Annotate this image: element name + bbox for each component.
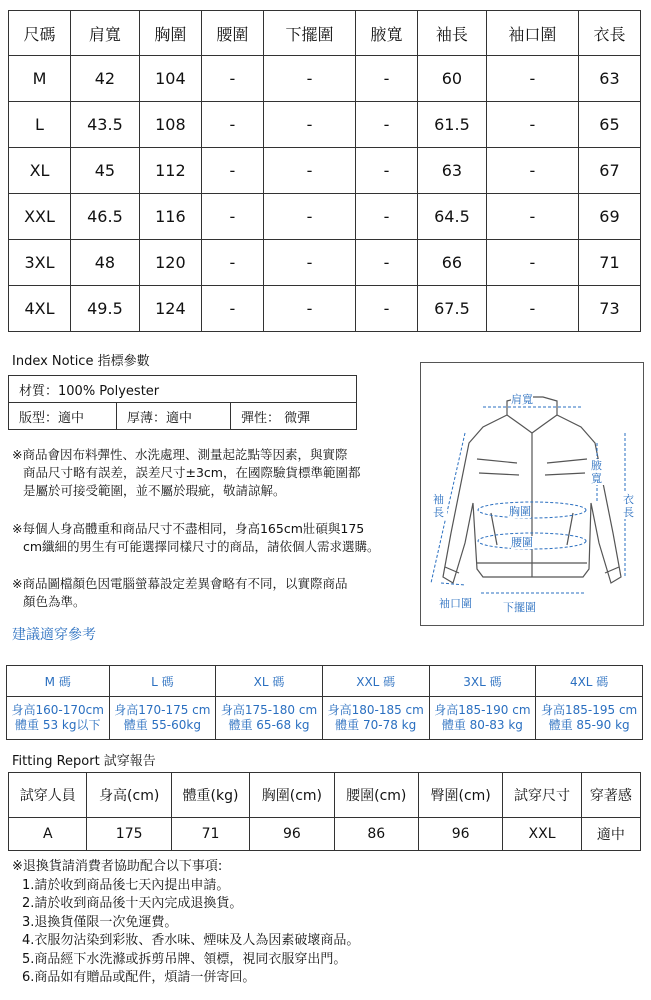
size-cell: 66 (418, 240, 487, 286)
size-cell: - (201, 286, 263, 332)
size-cell: - (486, 102, 578, 148)
suggest-weight: 體重 53 kg以下 (15, 718, 101, 732)
note-line: ※商品圖檔顏色因電腦螢幕設定差異會略有不同，以實際商品 (12, 576, 348, 591)
size-cell: - (356, 240, 418, 286)
size-cell: 120 (139, 240, 201, 286)
size-cell: - (201, 102, 263, 148)
table-row (9, 194, 641, 240)
length-label: 衣長 (623, 493, 637, 519)
suggest-size-cell: L 碼 (109, 666, 216, 697)
size-cell: - (263, 286, 355, 332)
note-line: 商品尺寸略有誤差，誤差尺寸±3cm，在國際驗貨標準範圍都 (23, 465, 361, 480)
material-cell: 材質：100% Polyester (9, 376, 357, 403)
suggest-size-cell: 4XL 碼 (536, 666, 643, 697)
size-cell: L (9, 102, 71, 148)
fitting-data-row (9, 818, 641, 851)
table-row (9, 286, 641, 332)
size-cell: 116 (139, 194, 201, 240)
size-cell: - (356, 102, 418, 148)
size-cell: XXL (9, 194, 71, 240)
suggest-size-row (7, 666, 643, 697)
size-cell: - (486, 194, 578, 240)
chest-label: 胸圍 (509, 505, 531, 518)
size-cell: 67 (578, 148, 640, 194)
fitting-data-cell: 175 (87, 818, 171, 851)
note-line: ※每個人身高體重和商品尺寸不盡相同，身高165cm壯碩與175 (12, 521, 365, 536)
table-row (9, 240, 641, 286)
size-cell: 65 (578, 102, 640, 148)
suggest-table (6, 665, 643, 740)
return-policy-item: 4.衣服勿沾染到彩妝、香水味、煙味及人為因素破壞商品。 (22, 933, 360, 948)
size-cell: - (263, 148, 355, 194)
header-cell: 腰圍 (201, 11, 263, 56)
suggest-weight: 體重 80-83 kg (441, 718, 523, 732)
suggest-size-cell: XXL 碼 (322, 666, 429, 697)
size-cell: - (356, 194, 418, 240)
size-cell: - (263, 102, 355, 148)
size-cell: 73 (578, 286, 640, 332)
fitting-data-cell: A (9, 818, 87, 851)
size-cell: 42 (71, 56, 140, 102)
size-cell: - (201, 148, 263, 194)
header-cell: 肩寬 (71, 11, 140, 56)
size-cell: 104 (139, 56, 201, 102)
header-cell: 下擺圍 (263, 11, 355, 56)
suggest-height: 身高175-180 cm (220, 703, 318, 717)
suggest-weight: 體重 85-90 kg (548, 718, 630, 732)
return-policy-item: 1.請於收到商品後七天內提出申請。 (22, 877, 230, 893)
size-cell: 67.5 (418, 286, 487, 332)
return-policy-item: 2.請於收到商品後十天內完成退換貨。 (22, 896, 243, 911)
armpit-label: 腋寬 (591, 459, 605, 485)
size-cell: - (263, 194, 355, 240)
suggest-height: 身高185-190 cm (434, 703, 531, 717)
suggest-weight: 體重 55-60kg (123, 718, 201, 732)
size-table (8, 10, 641, 332)
suggest-height: 身高180-185 cm (327, 703, 424, 717)
size-cell: - (486, 240, 578, 286)
size-cell: 49.5 (71, 286, 140, 332)
notice-title: Index Notice 指標參數 (12, 354, 150, 369)
suggest-size-cell: 3XL 碼 (429, 666, 536, 697)
suggest-range-cell (429, 697, 536, 740)
suggest-range-cell (216, 697, 323, 740)
size-cell: - (201, 56, 263, 102)
size-cell: 112 (139, 148, 201, 194)
waist-label: 腰圍 (511, 536, 533, 549)
suggest-range-cell (322, 697, 429, 740)
suggest-weight: 體重 65-68 kg (228, 718, 310, 732)
size-cell: 64.5 (418, 194, 487, 240)
fitting-header-cell: 胸圍(cm) (250, 773, 334, 818)
return-policy (12, 858, 359, 988)
header-cell: 衣長 (578, 11, 640, 56)
header-cell: 腋寬 (356, 11, 418, 56)
note-line: cm纖細的男生有可能選擇同樣尺寸的商品，請依個人需求選購。 (23, 539, 380, 554)
size-table-header (9, 11, 641, 56)
fitting-data-cell: 96 (418, 818, 502, 851)
return-policy-list (12, 877, 359, 988)
size-cell: - (356, 148, 418, 194)
size-cell: - (486, 56, 578, 102)
return-policy-title: ※退換貨請消費者協助配合以下事項: (12, 859, 223, 874)
fitting-header-cell: 臀圍(cm) (418, 773, 502, 818)
size-cell: - (201, 240, 263, 286)
suggest-range-cell (7, 697, 110, 740)
size-cell: XL (9, 148, 71, 194)
fitting-data-cell: 適中 (581, 818, 640, 851)
suggest-range-cell (109, 697, 216, 740)
note-line: ※商品會因布料彈性、水洗處理、測量起訖點等因素，與實際 (12, 447, 348, 462)
elasticity-cell: 彈性： 微彈 (231, 403, 357, 430)
fitting-header-cell: 腰圍(cm) (334, 773, 418, 818)
header-cell: 尺碼 (9, 11, 71, 56)
fitting-data-cell: XXL (503, 818, 581, 851)
header-cell: 袖長 (418, 11, 487, 56)
suggest-range-row (7, 697, 643, 740)
size-cell: 63 (418, 148, 487, 194)
note-body-type (12, 520, 407, 556)
fitting-data-cell: 71 (171, 818, 249, 851)
header-cell: 胸圍 (139, 11, 201, 56)
size-cell: - (486, 148, 578, 194)
size-cell: - (356, 286, 418, 332)
size-cell: 46.5 (71, 194, 140, 240)
fitting-header-cell: 試穿人員 (9, 773, 87, 818)
suggest-title: 建議適穿參考 (12, 627, 96, 643)
note-line: 顏色為準。 (23, 594, 86, 609)
size-cell: 71 (578, 240, 640, 286)
fitting-table (8, 772, 641, 851)
size-cell: 43.5 (71, 102, 140, 148)
suggest-height: 身高170-175 cm (114, 703, 211, 717)
size-cell: - (263, 56, 355, 102)
return-policy-item: 6.商品如有贈品或配件，煩請一併寄回。 (22, 970, 256, 985)
size-cell: 48 (71, 240, 140, 286)
size-cell: - (356, 56, 418, 102)
note-color (12, 575, 407, 611)
header-cell: 袖口圍 (486, 11, 578, 56)
size-cell: 63 (578, 56, 640, 102)
table-row (9, 56, 641, 102)
suggest-height: 身高185-195 cm (541, 703, 638, 717)
size-cell: 4XL (9, 286, 71, 332)
size-cell: 60 (418, 56, 487, 102)
size-cell: 69 (578, 194, 640, 240)
table-row (9, 102, 641, 148)
size-cell: 108 (139, 102, 201, 148)
fit-cell: 版型：適中 (9, 403, 117, 430)
size-cell: 45 (71, 148, 140, 194)
size-cell: - (201, 194, 263, 240)
cuff-label: 袖口圍 (439, 597, 472, 610)
size-cell: - (486, 286, 578, 332)
note-tolerance (12, 446, 407, 500)
return-policy-item: 3.退換貨僅限一次免運費。 (22, 914, 178, 930)
suggest-weight: 體重 70-78 kg (335, 718, 417, 732)
fitting-data-cell: 96 (250, 818, 334, 851)
hem-label: 下擺圍 (503, 601, 536, 614)
fitting-header-row (9, 773, 641, 818)
measurement-diagram (420, 362, 644, 626)
sleeve-label: 袖長 (433, 493, 447, 519)
thickness-cell: 厚薄：適中 (117, 403, 231, 430)
properties-table (8, 375, 357, 430)
size-cell: 61.5 (418, 102, 487, 148)
suggest-size-cell: M 碼 (7, 666, 110, 697)
suggest-height: 身高160-170cm (11, 703, 104, 717)
fitting-header-cell: 體重(kg) (171, 773, 249, 818)
suggest-range-cell (536, 697, 643, 740)
fitting-header-cell: 身高(cm) (87, 773, 171, 818)
suggest-size-cell: XL 碼 (216, 666, 323, 697)
size-cell: 3XL (9, 240, 71, 286)
fitting-title: Fitting Report 試穿報告 (12, 754, 156, 769)
shoulder-label: 肩寬 (511, 393, 533, 406)
size-cell: - (263, 240, 355, 286)
size-cell: 124 (139, 286, 201, 332)
table-row (9, 148, 641, 194)
note-line: 是屬於可接受範圍，並不屬於瑕疵，敬請諒解。 (23, 483, 286, 498)
return-policy-item: 5.商品經下水洗滌或拆剪吊牌、領標，視同衣服穿出門。 (22, 951, 347, 967)
fitting-data-cell: 86 (334, 818, 418, 851)
fitting-header-cell: 試穿尺寸 (503, 773, 581, 818)
size-cell: M (9, 56, 71, 102)
fitting-header-cell: 穿著感 (581, 773, 640, 818)
